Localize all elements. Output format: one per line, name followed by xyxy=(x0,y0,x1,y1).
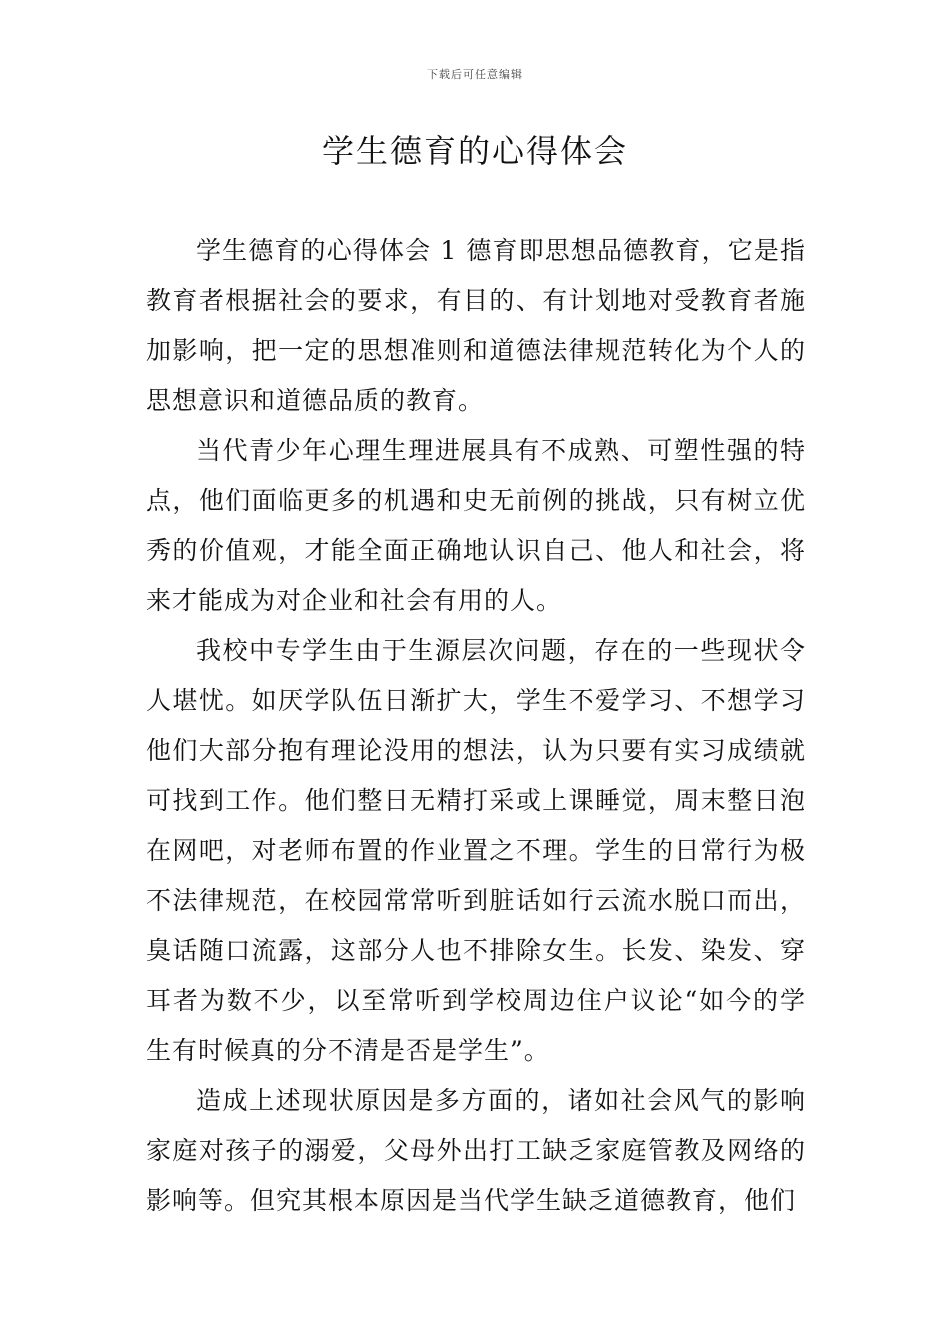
paragraph-4: 造成上述现状原因是多方面的，诸如社会风气的影响家庭对孩子的溺爱，父母外出打工缺乏家庭管教及网络的影响等。但究其根本原因是当代学生缺乏道德教育，他们 xyxy=(146,1086,806,1215)
document-body xyxy=(146,226,806,1226)
paragraph-3: 我校中专学生由于生源层次问题，存在的一些现状令人堪忧。如厌学队伍日渐扩大，学生不爱学习、不想学习他们大部分抱有理论没用的想法，认为只要有实习成绩就可找到工作。他们整日无精打采或上课睡觉，周末整日泡在网吧，对老师布置的作业置之不理。学生的日常行为极不法律规范，在校园常常听到脏话如行云流水脱口而出，臭话随口流露，这部分人也不排除女生。长发、染发、穿耳者为数不少，以至常听到学校周边住户议论“如今的学生有时候真的分不清是否是学生”。 xyxy=(146,636,806,1065)
paragraph-2: 当代青少年心理生理进展具有不成熟、可塑性强的特点，他们面临更多的机遇和史无前例的挑战，只有树立优秀的价值观，才能全面正确地认识自己、他人和社会，将来才能成为对企业和社会有用的人。 xyxy=(146,436,806,615)
document-title: 学生德育的心得体会 xyxy=(321,132,628,170)
paragraph-1: 学生德育的心得体会 1 德育即思想品德教育，它是指教育者根据社会的要求，有目的、有计划地对受教育者施加影响，把一定的思想准则和道德法律规范转化为个人的思想意识和道德品质的教育。 xyxy=(146,236,806,415)
header-note: 下载后可任意编辑 xyxy=(427,68,523,81)
